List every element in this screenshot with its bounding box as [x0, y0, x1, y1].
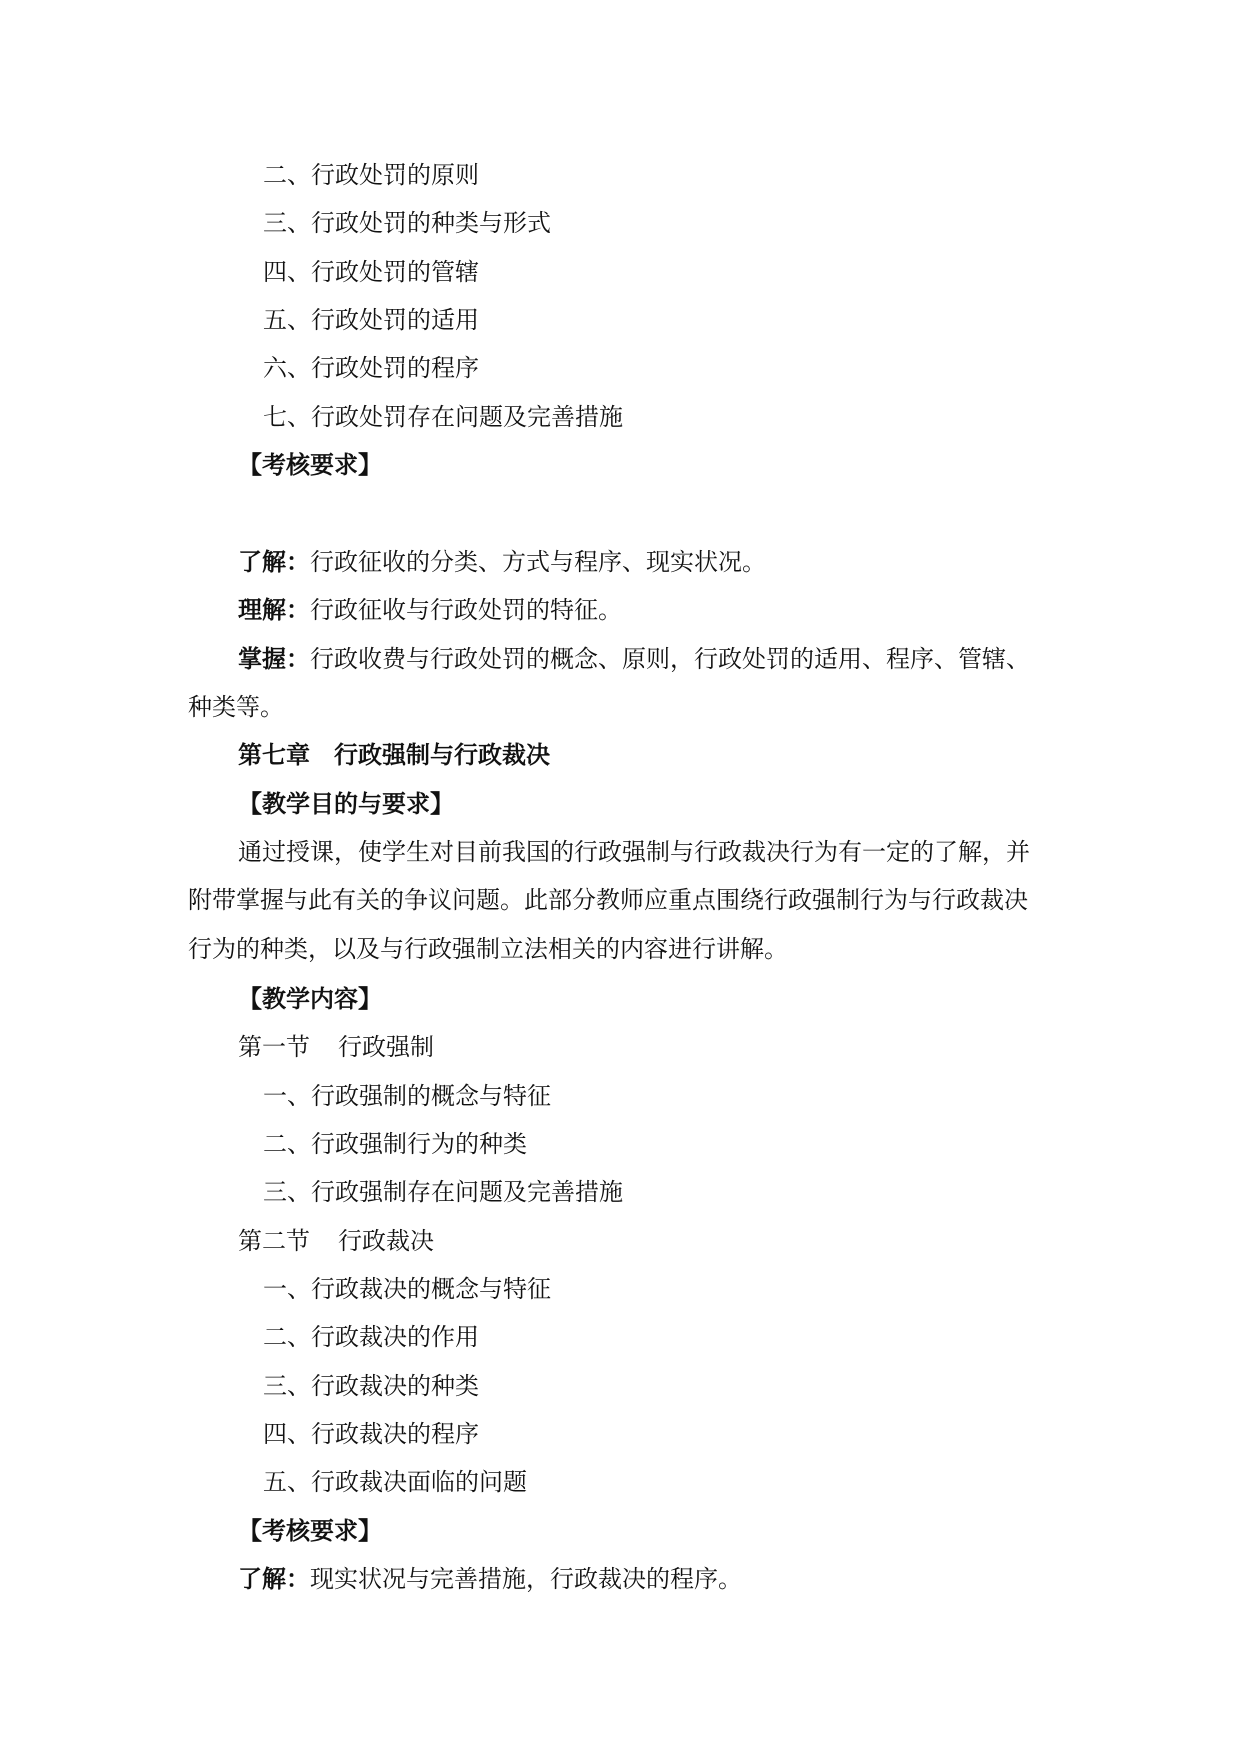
- chapter-title: 第七章 行政强制与行政裁决: [238, 741, 550, 769]
- list-item: 二、行政强制行为的种类: [263, 1130, 527, 1158]
- list-item: 四、行政处罚的管辖: [263, 258, 479, 286]
- list-item: 二、行政裁决的作用: [263, 1323, 479, 1351]
- list-item: 三、行政裁决的种类: [263, 1372, 479, 1400]
- requirement-line: [238, 1563, 742, 1595]
- requirement-text: 现实状况与完善措施，行政裁决的程序。: [310, 1565, 742, 1593]
- requirement-label: 了解：: [238, 1565, 310, 1593]
- subsection-number: 第二节: [238, 1227, 310, 1255]
- requirement-label: 理解：: [238, 596, 310, 624]
- subsection-name: 行政裁决: [338, 1227, 434, 1255]
- subsection-title: [238, 1031, 434, 1063]
- list-item: 四、行政裁决的程序: [263, 1420, 479, 1448]
- section-heading: 【教学内容】: [238, 985, 382, 1013]
- section-heading: 【考核要求】: [238, 451, 382, 479]
- section-heading: 【教学目的与要求】: [238, 790, 454, 818]
- paragraph-continuation: 种类等。: [188, 693, 284, 721]
- paragraph-continuation: 附带掌握与此有关的争议问题。此部分教师应重点围绕行政强制行为与行政裁决: [188, 886, 1028, 914]
- paragraph-continuation: 行为的种类，以及与行政强制立法相关的内容进行讲解。: [188, 935, 788, 963]
- list-item: 六、行政处罚的程序: [263, 354, 479, 382]
- list-item: 二、行政处罚的原则: [263, 161, 479, 189]
- requirement-line: [238, 643, 1030, 675]
- list-item: 一、行政强制的概念与特征: [263, 1082, 551, 1110]
- requirement-line: [238, 594, 622, 626]
- subsection-title: [238, 1225, 434, 1257]
- requirement-text: 行政收费与行政处罚的概念、原则，行政处罚的适用、程序、管辖、: [310, 645, 1030, 673]
- list-item: 五、行政处罚的适用: [263, 306, 479, 334]
- list-item: 五、行政裁决面临的问题: [263, 1468, 527, 1496]
- requirement-label: 了解：: [238, 548, 310, 576]
- list-item: 三、行政强制存在问题及完善措施: [263, 1178, 623, 1206]
- section-heading: 【考核要求】: [238, 1517, 382, 1545]
- requirement-text: 行政征收的分类、方式与程序、现实状况。: [310, 548, 766, 576]
- list-item: 三、行政处罚的种类与形式: [263, 209, 551, 237]
- paragraph: 通过授课，使学生对目前我国的行政强制与行政裁决行为有一定的了解，并: [238, 838, 1030, 866]
- requirement-label: 掌握：: [238, 645, 310, 673]
- list-item: 七、行政处罚存在问题及完善措施: [263, 403, 623, 431]
- subsection-name: 行政强制: [338, 1033, 434, 1061]
- subsection-number: 第一节: [238, 1033, 310, 1061]
- requirement-text: 行政征收与行政处罚的特征。: [310, 596, 622, 624]
- requirement-line: [238, 546, 766, 578]
- list-item: 一、行政裁决的概念与特征: [263, 1275, 551, 1303]
